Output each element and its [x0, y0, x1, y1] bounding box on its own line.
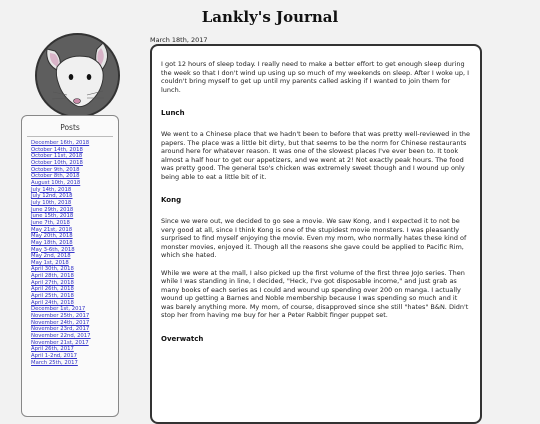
post-link-item [31, 207, 118, 214]
post-link-item [31, 247, 118, 254]
post-link-item [31, 253, 118, 260]
post-link-item [31, 227, 118, 234]
post-link-item [31, 280, 118, 287]
post-card [150, 44, 482, 424]
post-link-item [31, 300, 118, 307]
post-link-item [31, 273, 118, 280]
section-heading: Kong [161, 196, 182, 204]
post-link-item [31, 173, 118, 180]
post-link-item [31, 147, 118, 154]
section-paragraph: Since we were out, we decided to go see a movie. We saw Kong, and I expected it to not be very good at all, since I think Kong is one of the stupidest movie monsters. I was pleasantly surprised to find myself enjoying the movie. Even my mom, who normally hates these kind of monster movies, enjoyed it. Though all the reasons she gave could be applied to Pacific Rim, which she hated. [161, 217, 467, 259]
post-link[interactable]: July 12nd, 2018 [31, 193, 73, 200]
post-link-item [31, 333, 118, 340]
post-link-item [31, 240, 118, 247]
post-link[interactable]: May 3-6th, 2018 [31, 246, 75, 253]
section-heading: Lunch [161, 109, 185, 117]
post-link[interactable]: June 15th, 2018 [31, 213, 74, 220]
post-link[interactable]: October 10th, 2018 [31, 159, 83, 166]
post-link[interactable]: December 1st, 2017 [31, 306, 86, 313]
post-link-item [31, 140, 118, 147]
post-link-item [31, 266, 118, 273]
post-link-item [31, 306, 118, 313]
post-link-item [31, 260, 118, 267]
post-link[interactable]: May 2nd, 2018 [31, 253, 71, 260]
post-link-item [31, 233, 118, 240]
post-link-item [31, 313, 118, 320]
site-title: Lankly's Journal [201, 8, 339, 26]
post-link[interactable]: December 16th, 2018 [31, 140, 90, 146]
post-link-item [31, 160, 118, 167]
post-link[interactable]: October 8th, 2018 [31, 173, 80, 180]
post-link[interactable]: November 22nd, 2017 [31, 333, 91, 340]
post-link-item [31, 213, 118, 220]
post-link[interactable]: March 25th, 2017 [31, 359, 78, 366]
post-link[interactable]: May 20th, 2018 [31, 233, 73, 240]
post-link[interactable]: April 28th, 2018 [31, 273, 74, 280]
post-link-item [31, 320, 118, 327]
post-link-item [31, 340, 118, 347]
post-link-item [31, 353, 118, 360]
post-link[interactable]: June 29th, 2018 [31, 206, 74, 213]
avatar [35, 33, 120, 118]
post-link-item [31, 180, 118, 187]
section-paragraph: While we were at the mall, I also picked up the first volume of the first three JoJo series. Then while I was standing in line, I decided, "Heck, I've got disposable income," and just grab as many books of each series as I could and wound up spending over 200 on manga. I actually wound up getting a Barnes and Noble membership because I was spending so much and it was barely anything more. My mom, of course, disapproved since she still "hates" B&N. Didn't stop her from having me buy for her a Peter Rabbit finger puppet set. [161, 268, 469, 319]
post-link[interactable]: April 30th, 2018 [31, 266, 74, 273]
rat-avatar-icon [37, 35, 118, 116]
post-link-item [31, 187, 118, 194]
post-link[interactable]: June 7th, 2018 [31, 219, 70, 226]
post-link-item [31, 193, 118, 200]
post-link-item [31, 220, 118, 227]
post-link[interactable]: April 26th, 2017 [31, 346, 74, 353]
post-link[interactable]: November 24th, 2017 [31, 319, 90, 326]
post-link[interactable]: May 1st, 2018 [31, 259, 69, 266]
post-link[interactable]: November 21st, 2017 [31, 339, 89, 346]
posts-heading: Posts [27, 116, 113, 137]
posts-sidebar [21, 115, 119, 417]
post-link-item [31, 326, 118, 333]
posts-list [22, 137, 118, 366]
post-link-item [31, 153, 118, 160]
post-link-item [31, 293, 118, 300]
post-link[interactable]: May 18th, 2018 [31, 239, 73, 246]
post-link[interactable]: July 10th, 2018 [31, 199, 72, 206]
post-link-item [31, 360, 118, 367]
post-link[interactable]: May 21st, 2018 [31, 226, 73, 233]
section-heading: Overwatch [161, 334, 204, 343]
post-link[interactable]: April 1-2nd, 2017 [31, 353, 78, 359]
post-link[interactable]: April 25th, 2018 [31, 293, 74, 300]
post-date: March 18th, 2017 [150, 36, 208, 44]
post-link-item [31, 167, 118, 174]
post-link[interactable]: October 9th, 2018 [31, 166, 80, 173]
post-link-item [31, 286, 118, 293]
post-link[interactable]: November 25th, 2017 [31, 313, 90, 320]
post-sections [161, 109, 471, 343]
post-link[interactable]: July 14th, 2018 [31, 186, 72, 193]
post-link-item [31, 200, 118, 207]
post-link[interactable]: August 10th, 2018 [31, 179, 81, 186]
post-link[interactable]: April 26th, 2018 [31, 286, 74, 293]
post-link[interactable]: October 11st, 2018 [31, 153, 83, 160]
post-link-item [31, 346, 118, 353]
post-link[interactable]: April 24th, 2018 [31, 299, 74, 306]
section-paragraph: We went to a Chinese place that we hadn't been to before that was pretty well-reviewed in the papers. The place was a little bit dirty, but that seems to be the norm for Chinese restaurants around here for whatever reason. It was one of the slowest places I've ever been to. It took almost a half hour to get our appetizers, and we went at 2! Not exactly peak hours. The food was pretty good. The general tso's chicken was extremely sweet though and I wound up only being able to eat a little bit of it. [161, 130, 470, 181]
post-link[interactable]: April 27th, 2018 [31, 279, 74, 286]
post-intro: I got 12 hours of sleep today. I really need to make a better effort to get enough sleep during the week so that I don't wind up using up so much of my weekends on sleep. After I woke up, I couldn't bring myself to get up until my parents called asking if I wanted to join them for lunch. [161, 60, 470, 94]
post-link[interactable]: October 14th, 2018 [31, 146, 83, 153]
post-link[interactable]: November 23rd, 2017 [31, 326, 90, 333]
